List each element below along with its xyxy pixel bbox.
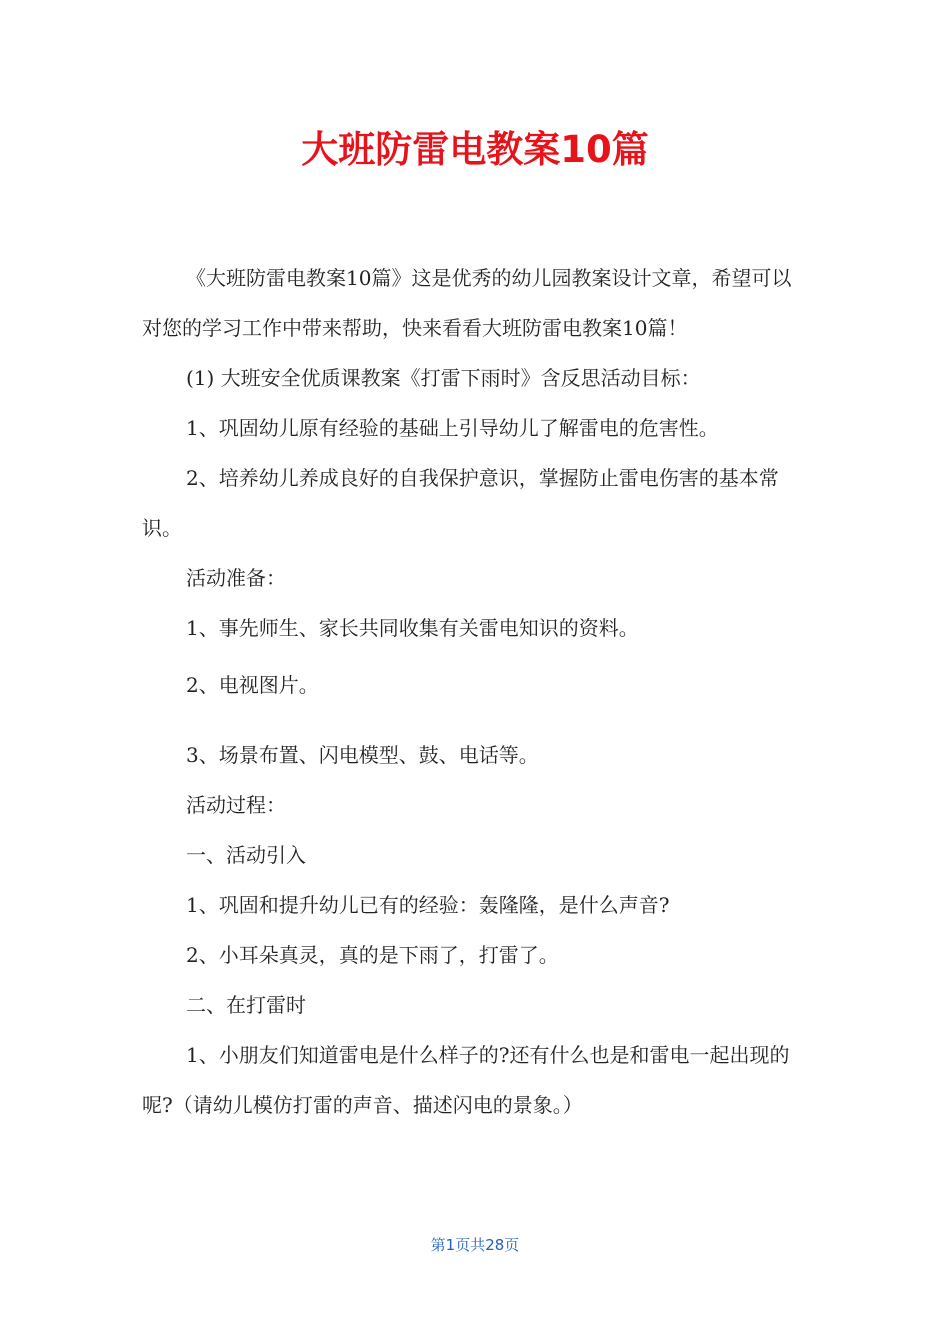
- prep-item-2: 2、电视图片。: [186, 673, 319, 697]
- goal-item-2: 2、培养幼儿养成良好的自我保护意识，掌握防止雷电伤害的基本常识。: [142, 466, 779, 540]
- intro-paragraph: 《大班防雷电教案10篇》这是优秀的幼儿园教案设计文章，希望可以对您的学习工作中带来帮助，快来看看大班防雷电教案10篇！: [142, 266, 792, 340]
- goal-item-1: 1、巩固幼儿原有经验的基础上引导幼儿了解雷电的危害性。: [186, 416, 719, 440]
- section-heading-process: 活动过程：: [186, 793, 286, 817]
- lesson-heading: (1) 大班安全优质课教案《打雷下雨时》含反思活动目标：: [186, 366, 701, 390]
- subsection-heading-intro: 一、活动引入: [186, 843, 306, 867]
- document-title: 大班防雷电教案10篇: [301, 128, 649, 171]
- thunder-item-1: 1、小朋友们知道雷电是什么样子的?还有什么也是和雷电一起出现的呢?（请幼儿模仿打雷的声音、描述闪电的景象。）: [142, 1043, 790, 1117]
- prep-item-3: 3、场景布置、闪电模型、鼓、电话等。: [186, 743, 539, 767]
- page-number-footer: 第1页共28页: [430, 1236, 520, 1254]
- process-item-1: 1、巩固和提升幼儿已有的经验：轰隆隆，是什么声音?: [186, 893, 670, 917]
- process-item-2: 2、小耳朵真灵，真的是下雨了，打雷了。: [186, 943, 559, 967]
- prep-item-1: 1、事先师生、家长共同收集有关雷电知识的资料。: [186, 616, 639, 640]
- section-heading-preparation: 活动准备：: [186, 566, 286, 590]
- subsection-heading-thunder: 二、在打雷时: [186, 993, 306, 1017]
